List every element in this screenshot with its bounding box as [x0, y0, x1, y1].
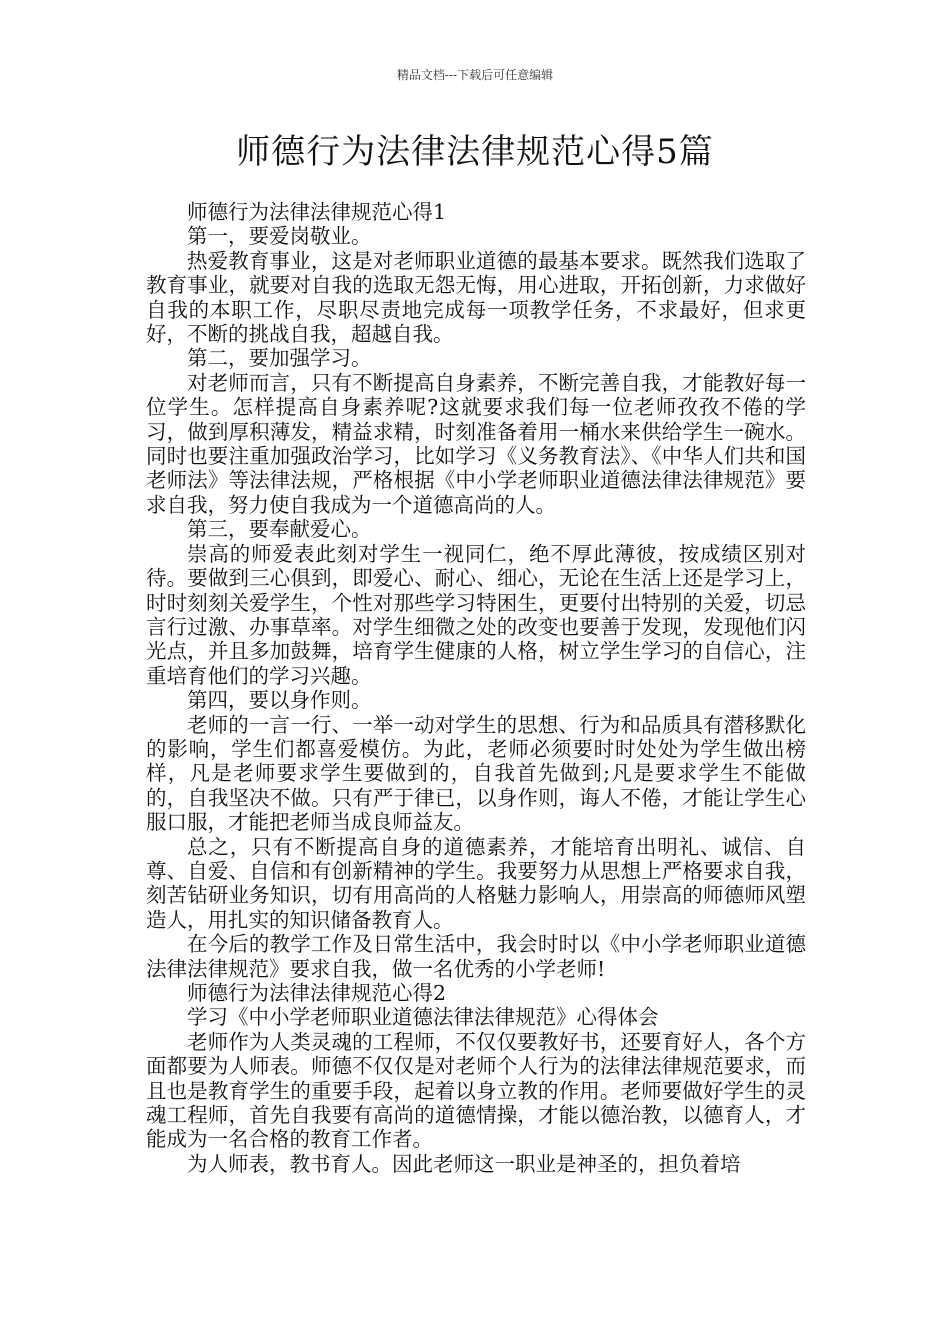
point-heading-2: 第二，要加强学习。: [187, 346, 372, 371]
document-body: [146, 200, 806, 1176]
document-title: 师德行为法律法律规范心得5篇: [236, 132, 714, 172]
paragraph: 总之，只有不断提高自身的道德素养，才能培育出明礼、诚信、自尊、自爱、自信和有创新精神的学生。我要努力从思想上严格要求自我，刻苦钻研业务知识，切有用高尚的人格魅力影响人，用崇高的师德师风塑造人，用扎实的知识储备教育人。: [146, 834, 806, 932]
paragraph: 为人师表，教书育人。因此老师这一职业是神圣的，担负着培: [187, 1151, 741, 1176]
point-heading-1: 第一，要爱岗敬业。: [187, 224, 372, 249]
subsection-heading: 学习《中小学老师职业道德法律法律规范》心得体会: [187, 1005, 659, 1030]
paragraph: 对老师而言，只有不断提高自身素养，不断完善自我，才能教好每一位学生。怎样提高自身素养呢?这就要求我们每一位老师孜孜不倦的学习，做到厚积薄发，精益求精，时刻准备着用一桶水来供给学生一碗水。同时也要注重加强政治学习，比如学习《义务教育法》、《中华人们共和国老师法》等法律法规，严格根据《中小学老师职业道德法律法律规范》要求自我，努力使自我成为一个道德高尚的人。: [146, 370, 806, 517]
paragraph: 崇高的师爱表此刻对学生一视同仁，绝不厚此薄彼，按成绩区别对待。要做到三心俱到，即爱心、耐心、细心，无论在生活上还是学习上，时时刻刻关爱学生，个性对那些学习特困生，更要付出特别的关爱，切忌言行过激、办事草率。对学生细微之处的改变也要善于发现，发现他们闪光点，并且多加鼓舞，培育学生健康的人格，树立学生学习的自信心，注重培育他们的学习兴趣。: [146, 541, 806, 688]
header-note: 精品文档---下载后可任意编辑: [396, 68, 554, 82]
paragraph: 在今后的教学工作及日常生活中，我会时时以《中小学老师职业道德法律法律规范》要求自我，做一名优秀的小学老师!: [146, 932, 806, 981]
point-heading-4: 第四，要以身作则。: [187, 688, 372, 713]
paragraph: 热爱教育事业，这是对老师职业道德的最基本要求。既然我们选取了教育事业，就要对自我的选取无怨无悔，用心进取，开拓创新，力求做好自我的本职工作，尽职尽责地完成每一项教学任务，不求最好，但求更好，不断的挑战自我，超越自我。: [146, 248, 806, 347]
section-heading-1: 师德行为法律法律规范心得1: [187, 200, 447, 224]
paragraph: 老师的一言一行、一举一动对学生的思想、行为和品质具有潜移默化的影响，学生们都喜爱模仿。为此，老师必须要时时处处为学生做出榜样，凡是老师要求学生要做到的，自我首先做到;凡是要求学生不能做的，自我坚决不做。只有严于律已，以身作则，诲人不倦，才能让学生心服口服，才能把老师当成良师益友。: [146, 712, 806, 835]
paragraph: 老师作为人类灵魂的工程师，不仅仅要教好书，还要育好人，各个方面都要为人师表。师德不仅仅是对老师个人行为的法律法律规范要求，而且也是教育学生的重要手段，起着以身立教的作用。老师要做好学生的灵魂工程师，首先自我要有高尚的道德情操，才能以德治教，以德育人，才能成为一名合格的教育工作者。: [146, 1029, 806, 1152]
point-heading-3: 第三，要奉献爱心。: [187, 517, 372, 542]
section-heading-2: 师德行为法律法律规范心得2: [187, 981, 447, 1005]
